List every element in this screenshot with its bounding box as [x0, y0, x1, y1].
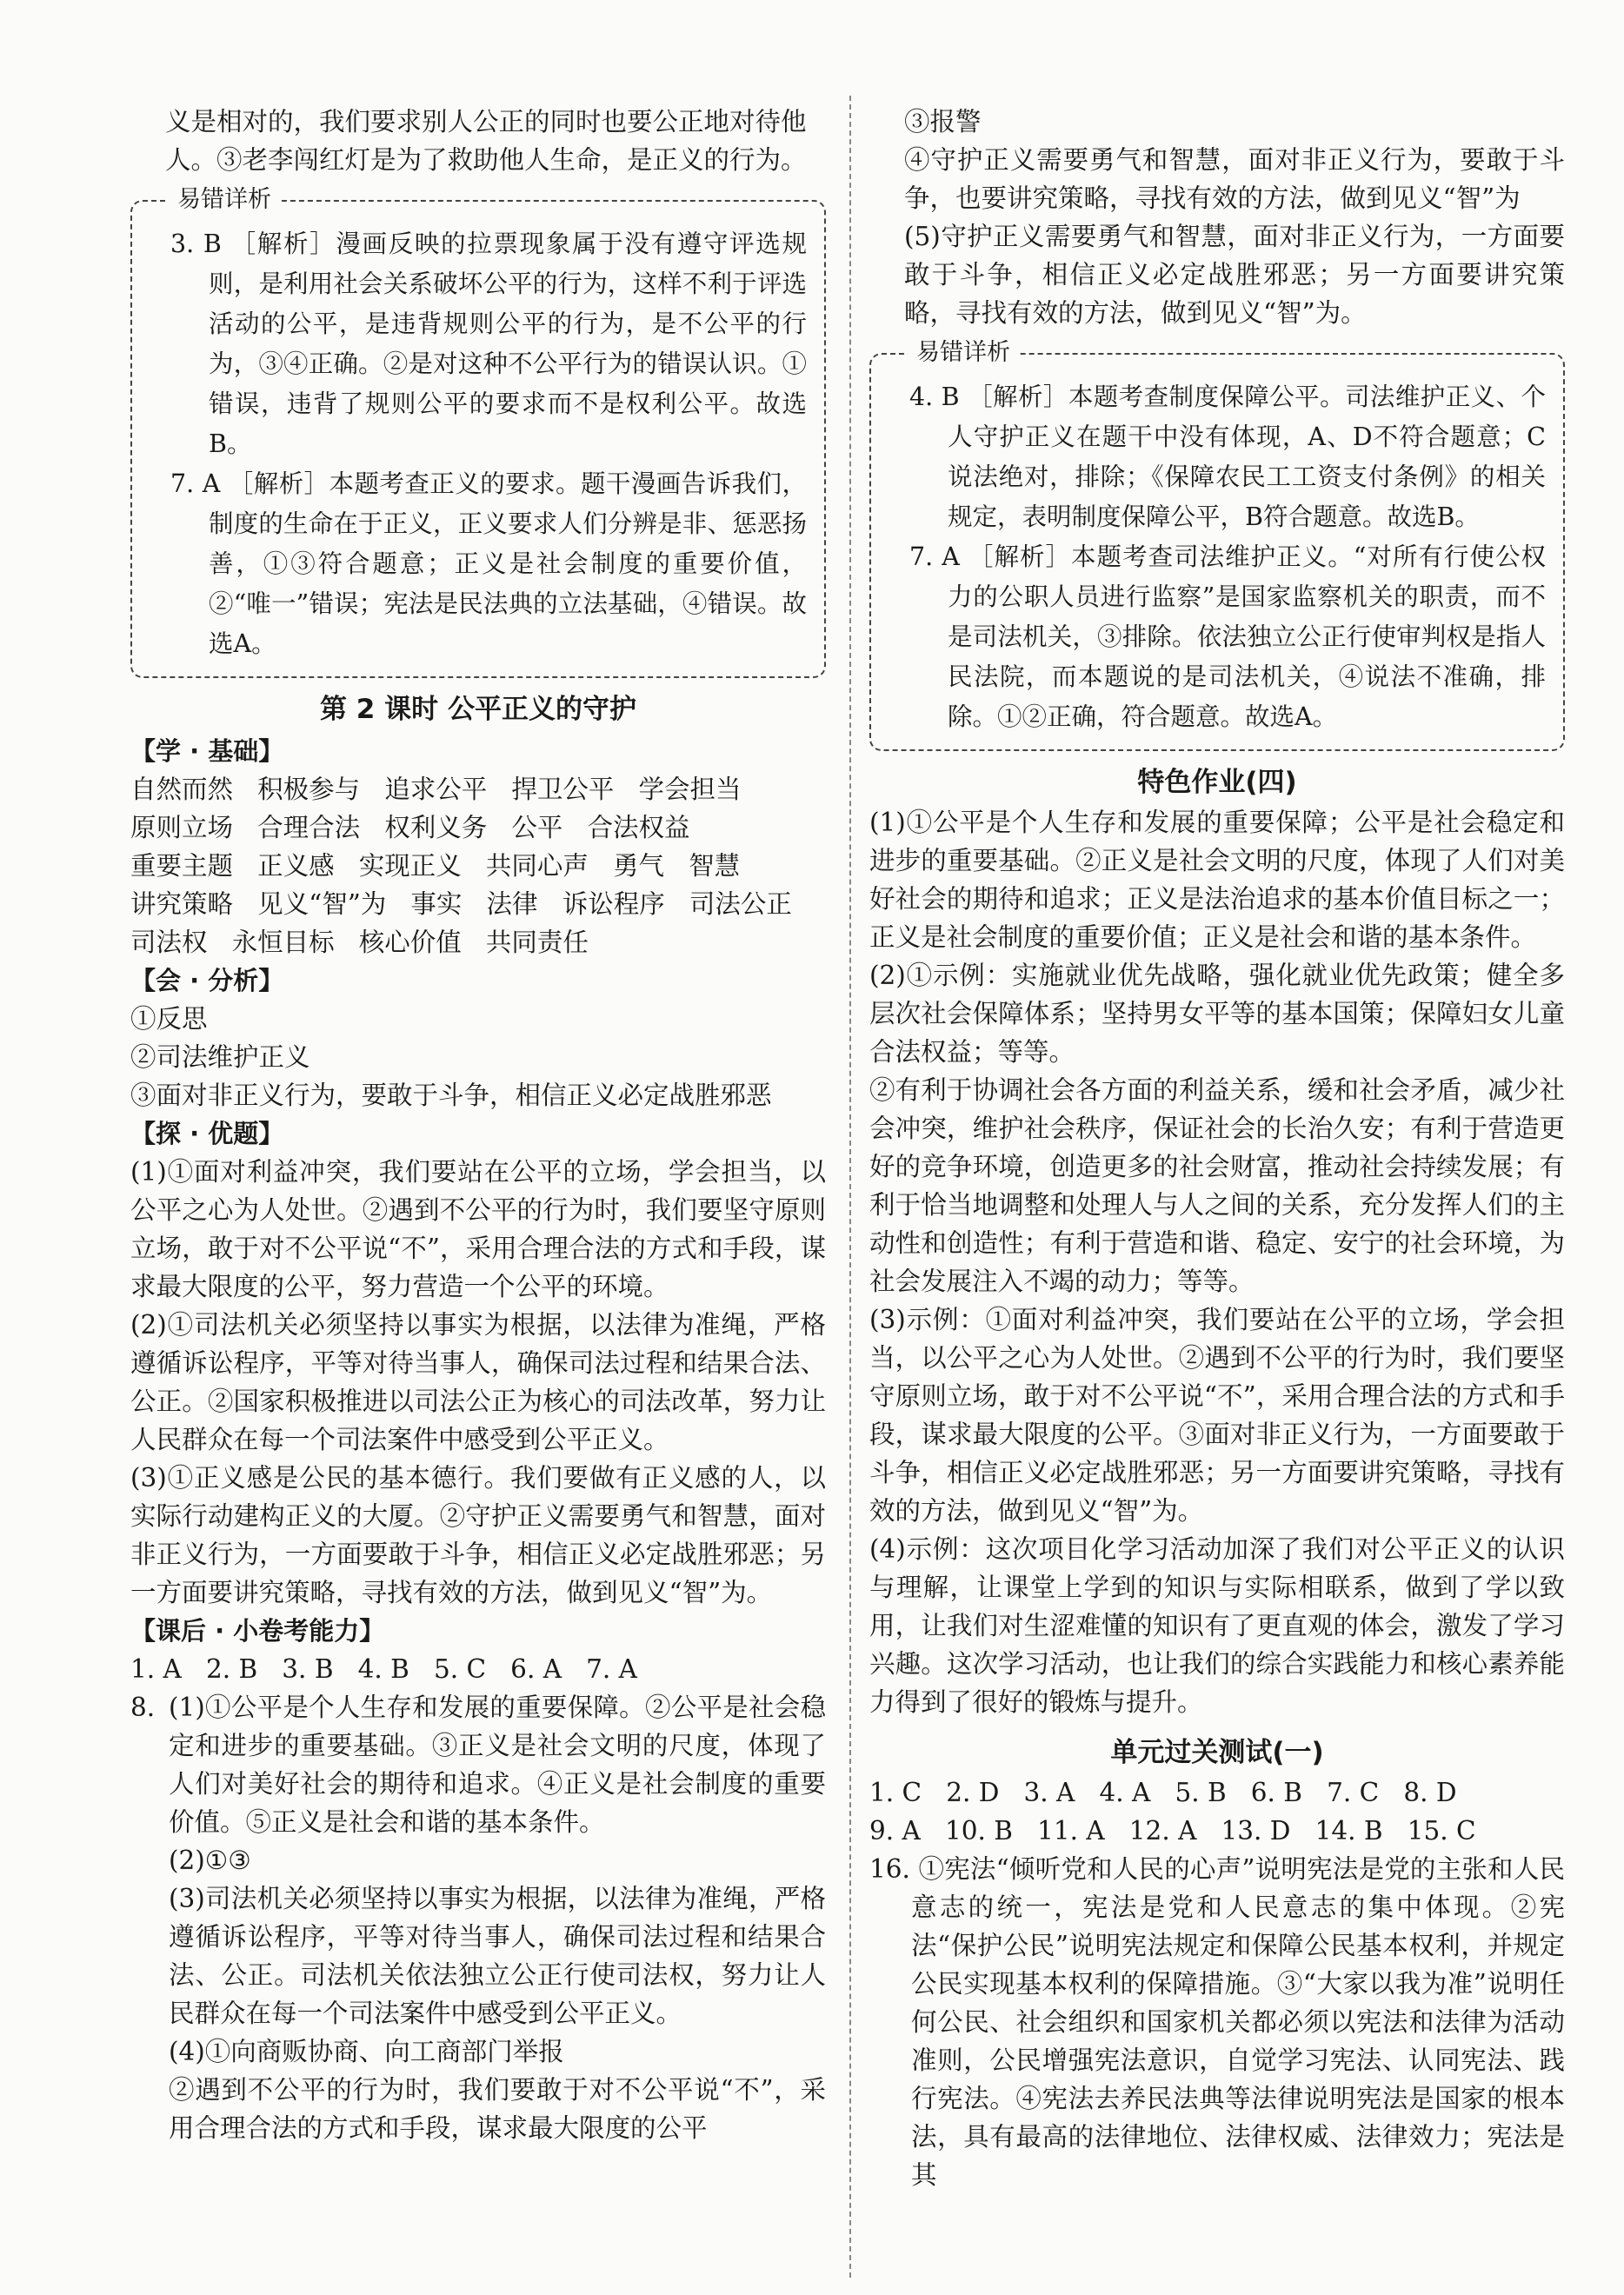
unit-q16: 16. ①宪法“倾听党和人民的心声”说明宪法是党的主张和人民意志的统一，宪法是党和人民意志的集中体现。②宪法“保护公民”说明宪法规定和保障公民基本权利，并规定公民实现基本权利的保障措施。③“大家以我为准”说明任何公民、社会组织和国家机关都必须以宪法和法律为活动准则，公民增强宪法意识，自觉学习宪法、认同宪法、践行宪法。④宪法去养民法典等法律说明宪法是国家的根本法，具有最高的法律地位、法律权威、法律效力；宪法是其	[869, 1854, 1565, 2190]
feature-answer: (1)①公平是个人生存和发展的重要保障；公平是社会稳定和进步的重要基础。②正义是社会文明的尺度，体现了人们对美好社会的期待和追求；正义是法治追求的基本价值目标之一；正义是社会制度的重要价值；正义是社会和谐的基本条件。	[869, 808, 1565, 952]
box-title: 易错详析	[169, 184, 280, 216]
box-title: 易错详析	[908, 337, 1019, 369]
explore-answer: (2)①司法机关必须坚持以事实为根据，以法律为准绳，严格遵循诉讼程序，平等对待当事人，确保司法过程和结果合法、公正。②国家积极推进以司法公正为核心的司法改革，努力让人民群众在每一个司法案件中感受到公平正义。	[130, 1310, 826, 1454]
q8-part: (1)①公平是个人生存和发展的重要保障。②公平是社会稳定和进步的重要基础。③正义是社会文明的尺度，体现了人们对美好社会的期待和追求。④正义是社会制度的重要价值。⑤正义是社会和谐的基本条件。	[169, 1693, 826, 1837]
explore-answer: (1)①面对利益冲突，我们要站在公平的立场，学会担当，以公平之心为人处世。②遇到不公平的行为时，我们要坚守原则立场，敢于对不公平说“不”，采用合理合法的方式和手段，谋求最大限度的公平，努力营造一个公平的环境。	[130, 1157, 826, 1301]
column-divider	[849, 96, 851, 2278]
analysis-item: ①反思	[130, 1004, 208, 1034]
q8-part: (3)司法机关必须坚持以事实为根据，以法律为准绳，严格遵循诉讼程序，平等对待当事人，确保司法过程和结果合法、公正。司法机关依法独立公正行使司法权，努力让人民群众在每一个司法案件中感受到公平正义。	[169, 1884, 826, 2028]
unit-test-title: 单元过关测试(一)	[1110, 1737, 1324, 1768]
left-column	[130, 103, 826, 2147]
q8-part: (2)①③	[169, 1846, 251, 1875]
keyword-line: 讲究策略 见义“智”为 事实 法律 诉讼程序 司法公正	[130, 889, 792, 919]
right-column	[869, 103, 1565, 2194]
keyword-line: 重要主题 正义感 实现正义 共同心声 勇气 智慧	[130, 851, 741, 881]
feature-answer: (3)示例：①面对利益冲突，我们要站在公平的立场，学会担当，以公平之心为人处世。②遇到不公平的行为时，我们要坚守原则立场，敢于对不公平说“不”，采用合理合法的方式和手段，谋求最大限度的公平。③面对非正义行为，一方面要敢于斗争，相信正义必定战胜邪恶；另一方面要讲究策略，寻找有效的方法，做到见义“智”为。	[869, 1305, 1565, 1526]
top-line: ③报警	[904, 107, 982, 136]
q8-part: (4)①向商贩协商、向工商部门举报	[169, 2037, 564, 2066]
explore-answer: (3)①正义感是公民的基本德行。我们要做有正义感的人，以实际行动建构正义的大厦。②守护正义需要勇气和智慧，面对非正义行为，一方面要敢于斗争，相信正义必定战胜邪恶；另一方面要讲究策略，寻找有效的方法，做到见义“智”为。	[130, 1463, 826, 1607]
section-heading: 【探 · 优题】	[130, 1119, 284, 1148]
feature-answer: (2)①示例：实施就业优先战略，强化就业优先政策；健全多层次社会保障体系；坚持男女平等的基本国策；保障妇女儿童合法权益；等等。	[869, 961, 1565, 1067]
keyword-line: 原则立场 合理合法 权利义务 公平 合法权益	[130, 813, 690, 842]
feature-title: 特色作业(四)	[1137, 767, 1297, 798]
analysis-item: ②司法维护正义	[130, 1042, 310, 1072]
intro-line: 义是相对的，我们要求别人公正的同时也要公正地对待他	[165, 107, 807, 136]
box-item: 3. B ［解析］漫画反映的拉票现象属于没有遵守评选规则，是利用社会关系破坏公平的行为，这样不利于评选活动的公平，是违背规则公平的行为，是不公平的行为，③④正确。②是对这种不公平行为的错误认识。①错误，违背了规则公平的要求而不是权利公平。故选B。	[170, 230, 807, 458]
keyword-line: 自然而然 积极参与 追求公平 捍卫公平 学会担当	[130, 775, 742, 804]
feature-answer: (4)示例：这次项目化学习活动加深了我们对公平正义的认识与理解，让课堂上学到的知识与实际相联系，做到了学以致用，让我们对生涩难懂的知识有了更直观的体会，激发了学习兴趣。这次学习活动，也让我们的综合实践能力和核心素养能力得到了很好的锻炼与提升。	[869, 1534, 1565, 1717]
box-item: 7. A ［解析］本题考查司法维护正义。“对所有行使公权力的公职人员进行监察”是国家监察机关的职责，而不是司法机关，③排除。依法独立公正行使审判权是指人民法院，而本题说的是司法机关，④说法不准确，排除。①②正确，符合题意。故选A。	[909, 542, 1546, 731]
question-8	[130, 1688, 826, 2147]
section-heading: 【会 · 分析】	[130, 966, 284, 995]
top-line: ④守护正义需要勇气和智慧，面对非正义行为，要敢于斗争，也要讲究策略，寻找有效的方法，做到见义“智”为	[904, 145, 1565, 213]
lesson-title: 第 2 课时 公平正义的守护	[320, 694, 636, 725]
section-heading: 【课后 · 小卷考能力】	[130, 1616, 385, 1646]
section-heading: 【学 · 基础】	[130, 736, 284, 766]
analysis-item: ③面对非正义行为，要敢于斗争，相信正义必定战胜邪恶	[130, 1081, 772, 1110]
error-analysis-box	[130, 186, 826, 678]
error-analysis-box	[869, 339, 1565, 751]
box-item: 4. B ［解析］本题考查制度保障公平。司法维护正义、个人守护正义在题干中没有体现，A、D不符合题意；C说法绝对，排除；《保障农民工工资支付条例》的相关规定，表明制度保障公平，B符合题意。故选B。	[909, 382, 1546, 531]
top-line: (5)守护正义需要勇气和智慧，面对非正义行为，一方面要敢于斗争，相信正义必定战胜邪恶；另一方面要讲究策略，寻找有效的方法，做到见义“智”为。	[904, 222, 1565, 328]
mc-answers: 1. A 2. B 3. B 4. B 5. C 6. A 7. A	[130, 1654, 637, 1684]
intro-line: 人。③老李闯红灯是为了救助他人生命，是正义的行为。	[165, 145, 807, 175]
feature-answer: ②有利于协调社会各方面的利益关系，缓和社会矛盾，减少社会冲突，维护社会秩序，保证社会的长治久安；有利于营造更好的竞争环境，创造更多的社会财富，推动社会持续发展；有利于恰当地调整和处理人与人之间的关系，充分发挥人们的主动性和创造性；有利于营造和谐、稳定、安宁的社会环境，为社会发展注入不竭的动力；等等。	[869, 1075, 1565, 1296]
unit-mc-answers: 9. A 10. B 11. A 12. A 13. D 14. B 15. C	[869, 1816, 1476, 1846]
question-number: 8.	[130, 1693, 156, 1722]
keyword-line: 司法权 永恒目标 核心价值 共同责任	[130, 928, 589, 957]
q8-part: ②遇到不公平的行为时，我们要敢于对不公平说“不”，采用合理合法的方式和手段，谋求最大限度的公平	[169, 2075, 826, 2143]
box-item: 7. A ［解析］本题考查正义的要求。题干漫画告诉我们，制度的生命在于正义，正义要求人们分辨是非、惩恶扬善，①③符合题意；正义是社会制度的重要价值，②“唯一”错误；宪法是民法典的立法基础，④错误。故选A。	[170, 469, 807, 658]
unit-mc-answers: 1. C 2. D 3. A 4. A 5. B 6. B 7. C 8. D	[869, 1778, 1457, 1807]
